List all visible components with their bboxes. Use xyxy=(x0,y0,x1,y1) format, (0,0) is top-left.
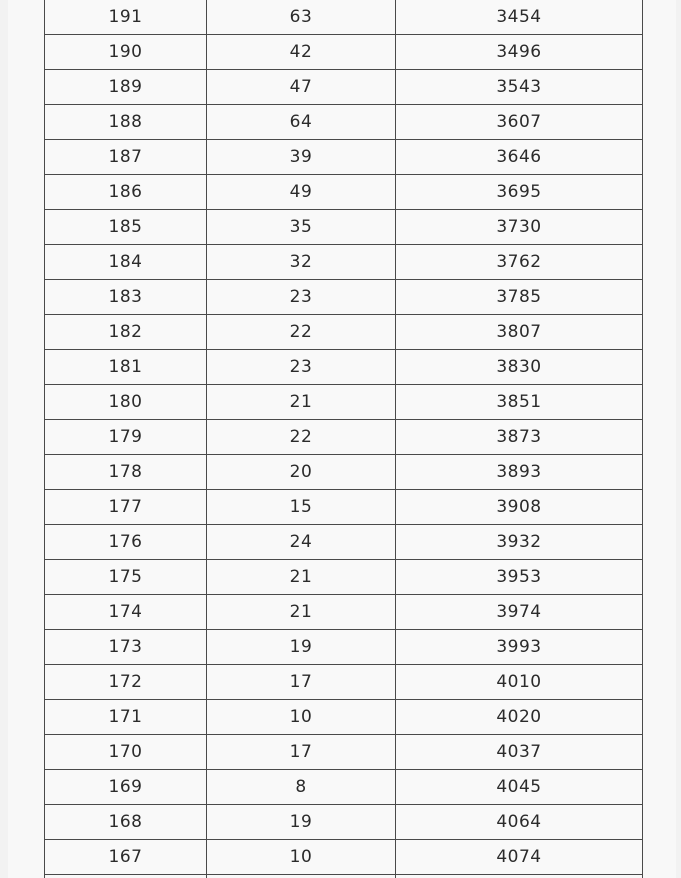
table-row xyxy=(45,700,643,735)
table-cell: 24 xyxy=(207,525,396,560)
table-cell: 179 xyxy=(45,420,207,455)
table-row xyxy=(45,35,643,70)
table-cell: 181 xyxy=(45,350,207,385)
table-cell: 178 xyxy=(45,455,207,490)
table-cell: 174 xyxy=(45,595,207,630)
table-cell: 171 xyxy=(45,700,207,735)
table-cell: 63 xyxy=(207,0,396,35)
table-cell: 22 xyxy=(207,420,396,455)
table-cell: 185 xyxy=(45,210,207,245)
table-row xyxy=(45,210,643,245)
table-cell: 176 xyxy=(45,525,207,560)
table-cell: 3646 xyxy=(396,140,643,175)
table-cell: 19 xyxy=(207,805,396,840)
table-row xyxy=(45,70,643,105)
table-cell: 4064 xyxy=(396,805,643,840)
table-cell: 4045 xyxy=(396,770,643,805)
table-cell: 177 xyxy=(45,490,207,525)
table-cell: 64 xyxy=(207,105,396,140)
table-row xyxy=(45,630,643,665)
table-row xyxy=(45,140,643,175)
table-row xyxy=(45,280,643,315)
table-cell: 10 xyxy=(207,840,396,875)
table-cell: 3807 xyxy=(396,315,643,350)
table-cell: 19 xyxy=(207,630,396,665)
table-row xyxy=(45,735,643,770)
table-cell: 173 xyxy=(45,630,207,665)
table-cell: 169 xyxy=(45,770,207,805)
table-row xyxy=(45,350,643,385)
table-cell: 3893 xyxy=(396,455,643,490)
table-cell: 168 xyxy=(45,805,207,840)
table-cell: 3953 xyxy=(396,560,643,595)
table-cell: 188 xyxy=(45,105,207,140)
table-cell: 22 xyxy=(207,315,396,350)
table-cell: 3974 xyxy=(396,595,643,630)
table-cell xyxy=(45,875,207,878)
table-cell: 4010 xyxy=(396,665,643,700)
table-cell xyxy=(396,875,643,878)
table-row xyxy=(45,840,643,875)
table-row xyxy=(45,0,643,35)
table-row xyxy=(45,315,643,350)
table-cell: 183 xyxy=(45,280,207,315)
table-row xyxy=(45,875,643,878)
table-body xyxy=(45,0,643,878)
table-cell: 3908 xyxy=(396,490,643,525)
table-cell: 182 xyxy=(45,315,207,350)
table-cell: 175 xyxy=(45,560,207,595)
table-cell: 191 xyxy=(45,0,207,35)
table-cell: 21 xyxy=(207,385,396,420)
table-row xyxy=(45,175,643,210)
table-cell: 3695 xyxy=(396,175,643,210)
table-row xyxy=(45,105,643,140)
table-row xyxy=(45,455,643,490)
table-cell: 3496 xyxy=(396,35,643,70)
table-cell: 8 xyxy=(207,770,396,805)
table-cell: 3730 xyxy=(396,210,643,245)
table-cell: 49 xyxy=(207,175,396,210)
table-cell: 3454 xyxy=(396,0,643,35)
table-cell: 4020 xyxy=(396,700,643,735)
table-cell: 3851 xyxy=(396,385,643,420)
table-cell: 3762 xyxy=(396,245,643,280)
table-cell: 17 xyxy=(207,735,396,770)
table-cell: 3543 xyxy=(396,70,643,105)
table-cell: 17 xyxy=(207,665,396,700)
table-cell: 21 xyxy=(207,595,396,630)
table-cell: 15 xyxy=(207,490,396,525)
table-row xyxy=(45,420,643,455)
table-cell: 3785 xyxy=(396,280,643,315)
table-cell: 3607 xyxy=(396,105,643,140)
table-row xyxy=(45,805,643,840)
table-cell: 10 xyxy=(207,700,396,735)
table-cell: 20 xyxy=(207,455,396,490)
table-cell: 4037 xyxy=(396,735,643,770)
table-row xyxy=(45,525,643,560)
table-cell: 184 xyxy=(45,245,207,280)
table-cell: 23 xyxy=(207,280,396,315)
table-row xyxy=(45,595,643,630)
table-row xyxy=(45,490,643,525)
table-cell xyxy=(207,875,396,878)
table-row xyxy=(45,770,643,805)
table-cell: 4074 xyxy=(396,840,643,875)
table-cell: 35 xyxy=(207,210,396,245)
table-row xyxy=(45,385,643,420)
table-cell: 47 xyxy=(207,70,396,105)
table-row xyxy=(45,560,643,595)
table-cell: 3830 xyxy=(396,350,643,385)
table-cell: 187 xyxy=(45,140,207,175)
table-cell: 186 xyxy=(45,175,207,210)
table-cell: 42 xyxy=(207,35,396,70)
table-cell: 39 xyxy=(207,140,396,175)
table-cell: 3993 xyxy=(396,630,643,665)
table-cell: 3873 xyxy=(396,420,643,455)
table-cell: 21 xyxy=(207,560,396,595)
table-row xyxy=(45,665,643,700)
score-table xyxy=(44,0,643,878)
table-cell: 189 xyxy=(45,70,207,105)
table-cell: 167 xyxy=(45,840,207,875)
table-cell: 3932 xyxy=(396,525,643,560)
table-cell: 23 xyxy=(207,350,396,385)
table-cell: 180 xyxy=(45,385,207,420)
table-cell: 172 xyxy=(45,665,207,700)
table-cell: 32 xyxy=(207,245,396,280)
table-cell: 190 xyxy=(45,35,207,70)
table-row xyxy=(45,245,643,280)
table-cell: 170 xyxy=(45,735,207,770)
